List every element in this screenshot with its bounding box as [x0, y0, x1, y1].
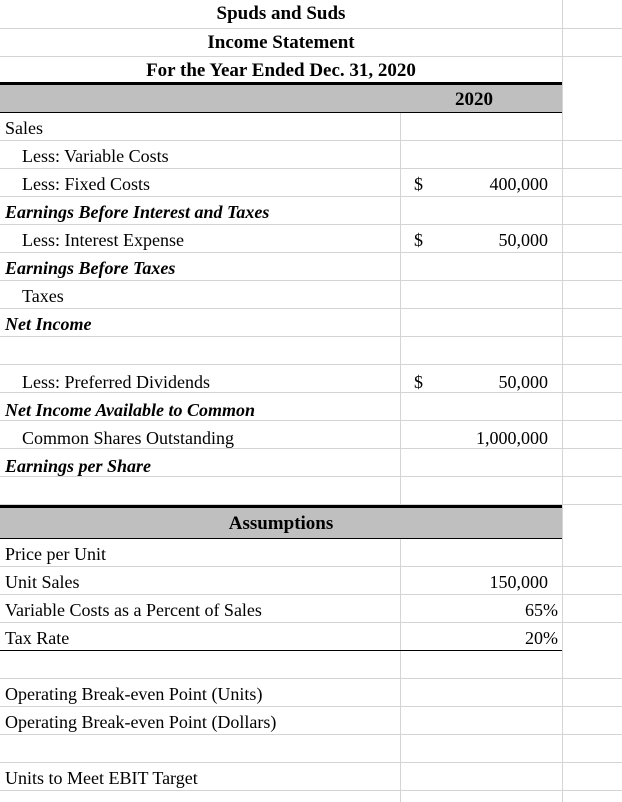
statement-period: For the Year Ended Dec. 31, 2020 [146, 60, 416, 81]
income-row-label: Less: Interest Expense [22, 230, 184, 250]
ebit-target-units-label: Units to Meet EBIT Target [5, 768, 198, 788]
assumption-value[interactable]: 65% [525, 600, 558, 620]
income-row-label: Less: Variable Costs [22, 146, 169, 166]
income-row-label: Earnings per Share [5, 456, 152, 476]
income-row-label: Taxes [22, 286, 64, 306]
income-row-value: 50,000 [498, 230, 548, 250]
assumptions-top-rule [0, 538, 562, 539]
income-row-label: Net Income [5, 314, 92, 334]
assumption-label: Price per Unit [5, 544, 106, 564]
currency-symbol: $ [414, 372, 423, 392]
income-row-value: 50,000 [498, 372, 548, 392]
income-row-label: Sales [5, 118, 43, 138]
income-row-label: Common Shares Outstanding [22, 428, 234, 448]
assumption-value[interactable]: 20% [525, 628, 558, 648]
income-row-value: 400,000 [489, 174, 548, 194]
breakeven-units-label: Operating Break-even Point (Units) [5, 684, 263, 704]
income-row-label: Less: Preferred Dividends [22, 372, 210, 392]
assumption-label: Variable Costs as a Percent of Sales [5, 600, 262, 620]
income-row-label: Net Income Available to Common [5, 400, 255, 420]
assumption-label: Tax Rate [5, 628, 70, 648]
currency-symbol: $ [414, 230, 423, 250]
company-name: Spuds and Suds [216, 3, 346, 24]
statement-title: Income Statement [207, 32, 355, 53]
assumption-value[interactable]: 150,000 [489, 572, 548, 592]
currency-symbol: $ [414, 174, 423, 194]
income-row-label: Earnings Before Interest and Taxes [5, 202, 270, 222]
breakeven-dollars-label: Operating Break-even Point (Dollars) [5, 712, 277, 732]
income-row-label: Earnings Before Taxes [5, 258, 176, 278]
income-row-value: 1,000,000 [476, 428, 548, 448]
header-bottom-rule [0, 112, 562, 113]
assumption-label: Unit Sales [5, 572, 80, 592]
assumptions-bottom-rule [0, 650, 562, 651]
income-row-label: Less: Fixed Costs [22, 174, 151, 194]
assumptions-title: Assumptions [228, 513, 334, 534]
year-column-header: 2020 [455, 89, 493, 110]
